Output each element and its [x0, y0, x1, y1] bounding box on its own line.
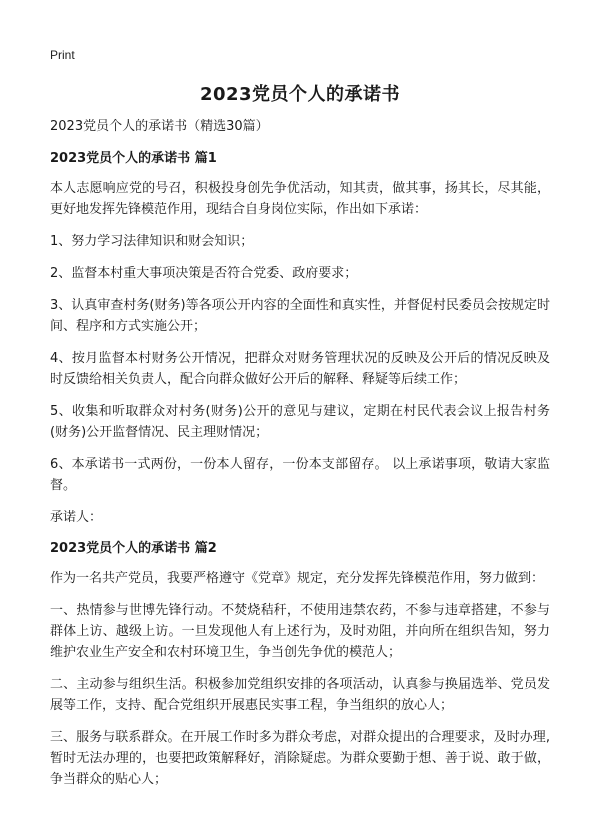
- signature-line: 承诺人：: [50, 510, 103, 525]
- list-item: 二、主动参与组织生活。积极参加党组织安排的各项活动，认真参与换届选举、党员发展等工作，支持、配合党组织开展惠民实事工程，争当组织的放心人；: [50, 677, 550, 713]
- list-item: 一、热情参与世博先锋行动。不焚烧秸秆，不使用违禁农药，不参与违章搭建，不参与群体上访、越级上访。一旦发现他人有上述行为，及时劝阻，并向所在组织告知，努力维护农业生产安全和农村环境卫生，争当创先争优的模范人；: [50, 603, 550, 660]
- list-item: 6、本承诺书一式两份，一份本人留存，一份本支部留存。 以上承诺事项，敬请大家监督。: [50, 457, 550, 493]
- list-item: 4、按月监督本村财务公开情况，把群众对财务管理状况的反映及公开后的情况反映及时反馈给相关负责人，配合向群众做好公开后的解释、释疑等后续工作；: [50, 351, 550, 387]
- list-item: 1、努力学习法律知识和财会知识；: [50, 234, 254, 249]
- document-subtitle: 2023党员个人的承诺书（精选30篇）: [50, 119, 269, 134]
- section-heading-1: 2023党员个人的承诺书 篇1: [50, 151, 217, 166]
- list-item: 5、收集和听取群众对村务(财务)公开的意见与建议，定期在村民代表会议上报告村务(财务)公开监督情况、民主理财情况；: [50, 404, 550, 440]
- paragraph: 本人志愿响应党的号召，积极投身创先争优活动，知其责，做其事，扬其长，尽其能，更好地发挥先锋模范作用，现结合自身岗位实际，作出如下承诺：: [50, 181, 550, 217]
- page-title: 2023党员个人的承诺书: [199, 84, 401, 105]
- document-body: [50, 118, 550, 801]
- print-link[interactable]: Print: [50, 48, 75, 62]
- list-item: 3、认真审查村务(财务)等各项公开内容的全面性和真实性，并督促村民委员会按规定时间、程序和方式实施公开；: [50, 298, 550, 334]
- section-heading-2: 2023党员个人的承诺书 篇2: [50, 541, 217, 556]
- list-item: 2、监督本村重大事项决策是否符合党委、政府要求；: [50, 266, 358, 281]
- paragraph: 作为一名共产党员，我要严格遵守《党章》规定，充分发挥先锋模范作用，努力做到：: [50, 571, 545, 586]
- list-item: 三、服务与联系群众。在开展工作时多为群众考虑，对群众提出的合理要求，及时办理,暂时无法办理的，也要把政策解释好，消除疑虑。为群众要勤于想、善于说、敢于做，争当群众的贴心人；: [50, 730, 550, 787]
